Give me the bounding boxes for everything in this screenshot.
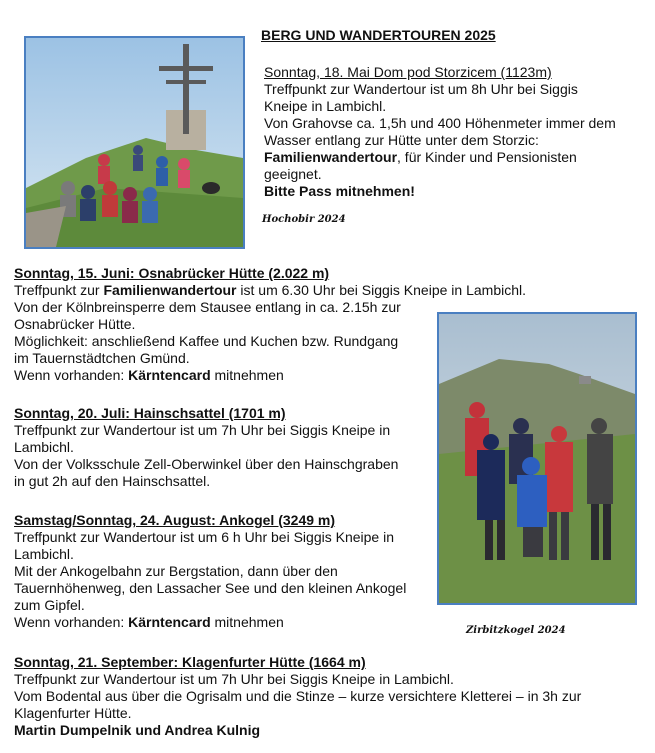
- tour-line: in gut 2h auf den Hainschsattel.: [14, 473, 211, 489]
- tour-line: Möglichkeit: anschließend Kaffee und Kuchen bzw. Rundgang: [14, 333, 399, 349]
- tour-line: im Tauernstädtchen Gmünd.: [14, 350, 190, 366]
- hochobir-photo-image: [26, 38, 243, 247]
- tour-klagenfurter-huette: [14, 654, 644, 739]
- tour-heading: [264, 64, 644, 81]
- tour-heading: Sonntag, 21. September: Klagenfurter Hütte (1664 m): [14, 654, 366, 670]
- tour-line: Von Grahovse ca. 1,5h und 400 Höhenmeter immer dem: [264, 115, 616, 131]
- tour-dom-pod-storzicem: [264, 64, 644, 200]
- tour-hainschsattel: [14, 405, 434, 490]
- family-tour-bold: Familienwandertour: [103, 282, 237, 298]
- zirbitzkogel-photo-image: [439, 314, 635, 603]
- kaerntencard-label: Kärntencard: [128, 614, 211, 630]
- card-pre: Wenn vorhanden:: [14, 614, 129, 630]
- tour-line-pre: Treffpunkt zur: [14, 282, 104, 298]
- tour-heading: Sonntag, 15. Juni: Osnabrücker Hütte (2.022 m): [14, 265, 330, 281]
- family-tour-bold: Familienwandertour: [264, 149, 398, 165]
- tour-line: zum Gipfel.: [14, 597, 85, 613]
- tour-line: Mit der Ankogelbahn zur Bergstation, dann über den: [14, 563, 338, 579]
- tour-line: Kneipe in Lambichl.: [264, 98, 387, 114]
- tour-line: Vom Bodental aus über die Ogrisalm und die Stinze – kurze versichtere Kletterei – in 3h zur: [14, 688, 582, 704]
- tour-line: Treffpunkt zur Wandertour ist um 6 h Uhr bei Siggis Kneipe in: [14, 529, 394, 545]
- tour-note: Bitte Pass mitnehmen!: [264, 183, 415, 199]
- page-title: BERG UND WANDERTOUREN 2025: [261, 27, 496, 43]
- tour-line: geeignet.: [264, 166, 322, 182]
- tour-line: [14, 614, 434, 631]
- tour-line: Von der Volksschule Zell-Oberwinkel über den Hainschgraben: [14, 456, 399, 472]
- family-tour-rest: , für Kinder und Pensionisten: [397, 149, 577, 165]
- kaerntencard-label: Kärntencard: [128, 367, 211, 383]
- zirbitzkogel-group-photo: [437, 312, 637, 605]
- card-post: mitnehmen: [210, 367, 284, 383]
- tour-line: Treffpunkt zur Wandertour ist um 7h Uhr bei Siggis Kneipe in Lambichl.: [14, 671, 454, 687]
- tour-line: Von der Kölnbreinsperre dem Stausee entlang in ca. 2.15h zur: [14, 299, 401, 315]
- tour-line: Lambichl.: [14, 546, 74, 562]
- tour-line: Klagenfurter Hütte.: [14, 705, 132, 721]
- tour-ankogel: [14, 512, 434, 631]
- tour-line: [264, 149, 644, 166]
- card-post: mitnehmen: [210, 614, 284, 630]
- tour-line: Osnabrücker Hütte.: [14, 316, 136, 332]
- zirbitzkogel-caption: Zirbitzkogel 2024: [466, 625, 566, 636]
- tour-line: Treffpunkt zur Wandertour ist um 7h Uhr bei Siggis Kneipe in: [14, 422, 391, 438]
- hochobir-group-photo: [24, 36, 245, 249]
- tour-line: Lambichl.: [14, 439, 74, 455]
- tour-line: Treffpunkt zur Wandertour ist um 8h Uhr bei Siggis: [264, 81, 578, 97]
- organizers: Martin Dumpelnik und Andrea Kulnig: [14, 722, 261, 738]
- tour-heading: Samstag/Sonntag, 24. August: Ankogel (3249 m): [14, 512, 336, 528]
- tour-heading: Sonntag, 20. Juli: Hainschsattel (1701 m): [14, 405, 286, 421]
- tour-line: Wasser entlang zur Hütte unter dem Storzic:: [264, 132, 539, 148]
- tour-heading-text: Sonntag, 18. Mai Dom pod Storzicem (1123m): [264, 64, 552, 80]
- tour-line: [14, 282, 634, 299]
- tour-line-post: ist um 6.30 Uhr bei Siggis Kneipe in Lambichl.: [236, 282, 526, 298]
- card-pre: Wenn vorhanden:: [14, 367, 129, 383]
- tour-line: Tauernhöhenweg, den Lassacher See und den kleinen Ankogel: [14, 580, 407, 596]
- hochobir-caption: Hochobir 2024: [262, 214, 346, 225]
